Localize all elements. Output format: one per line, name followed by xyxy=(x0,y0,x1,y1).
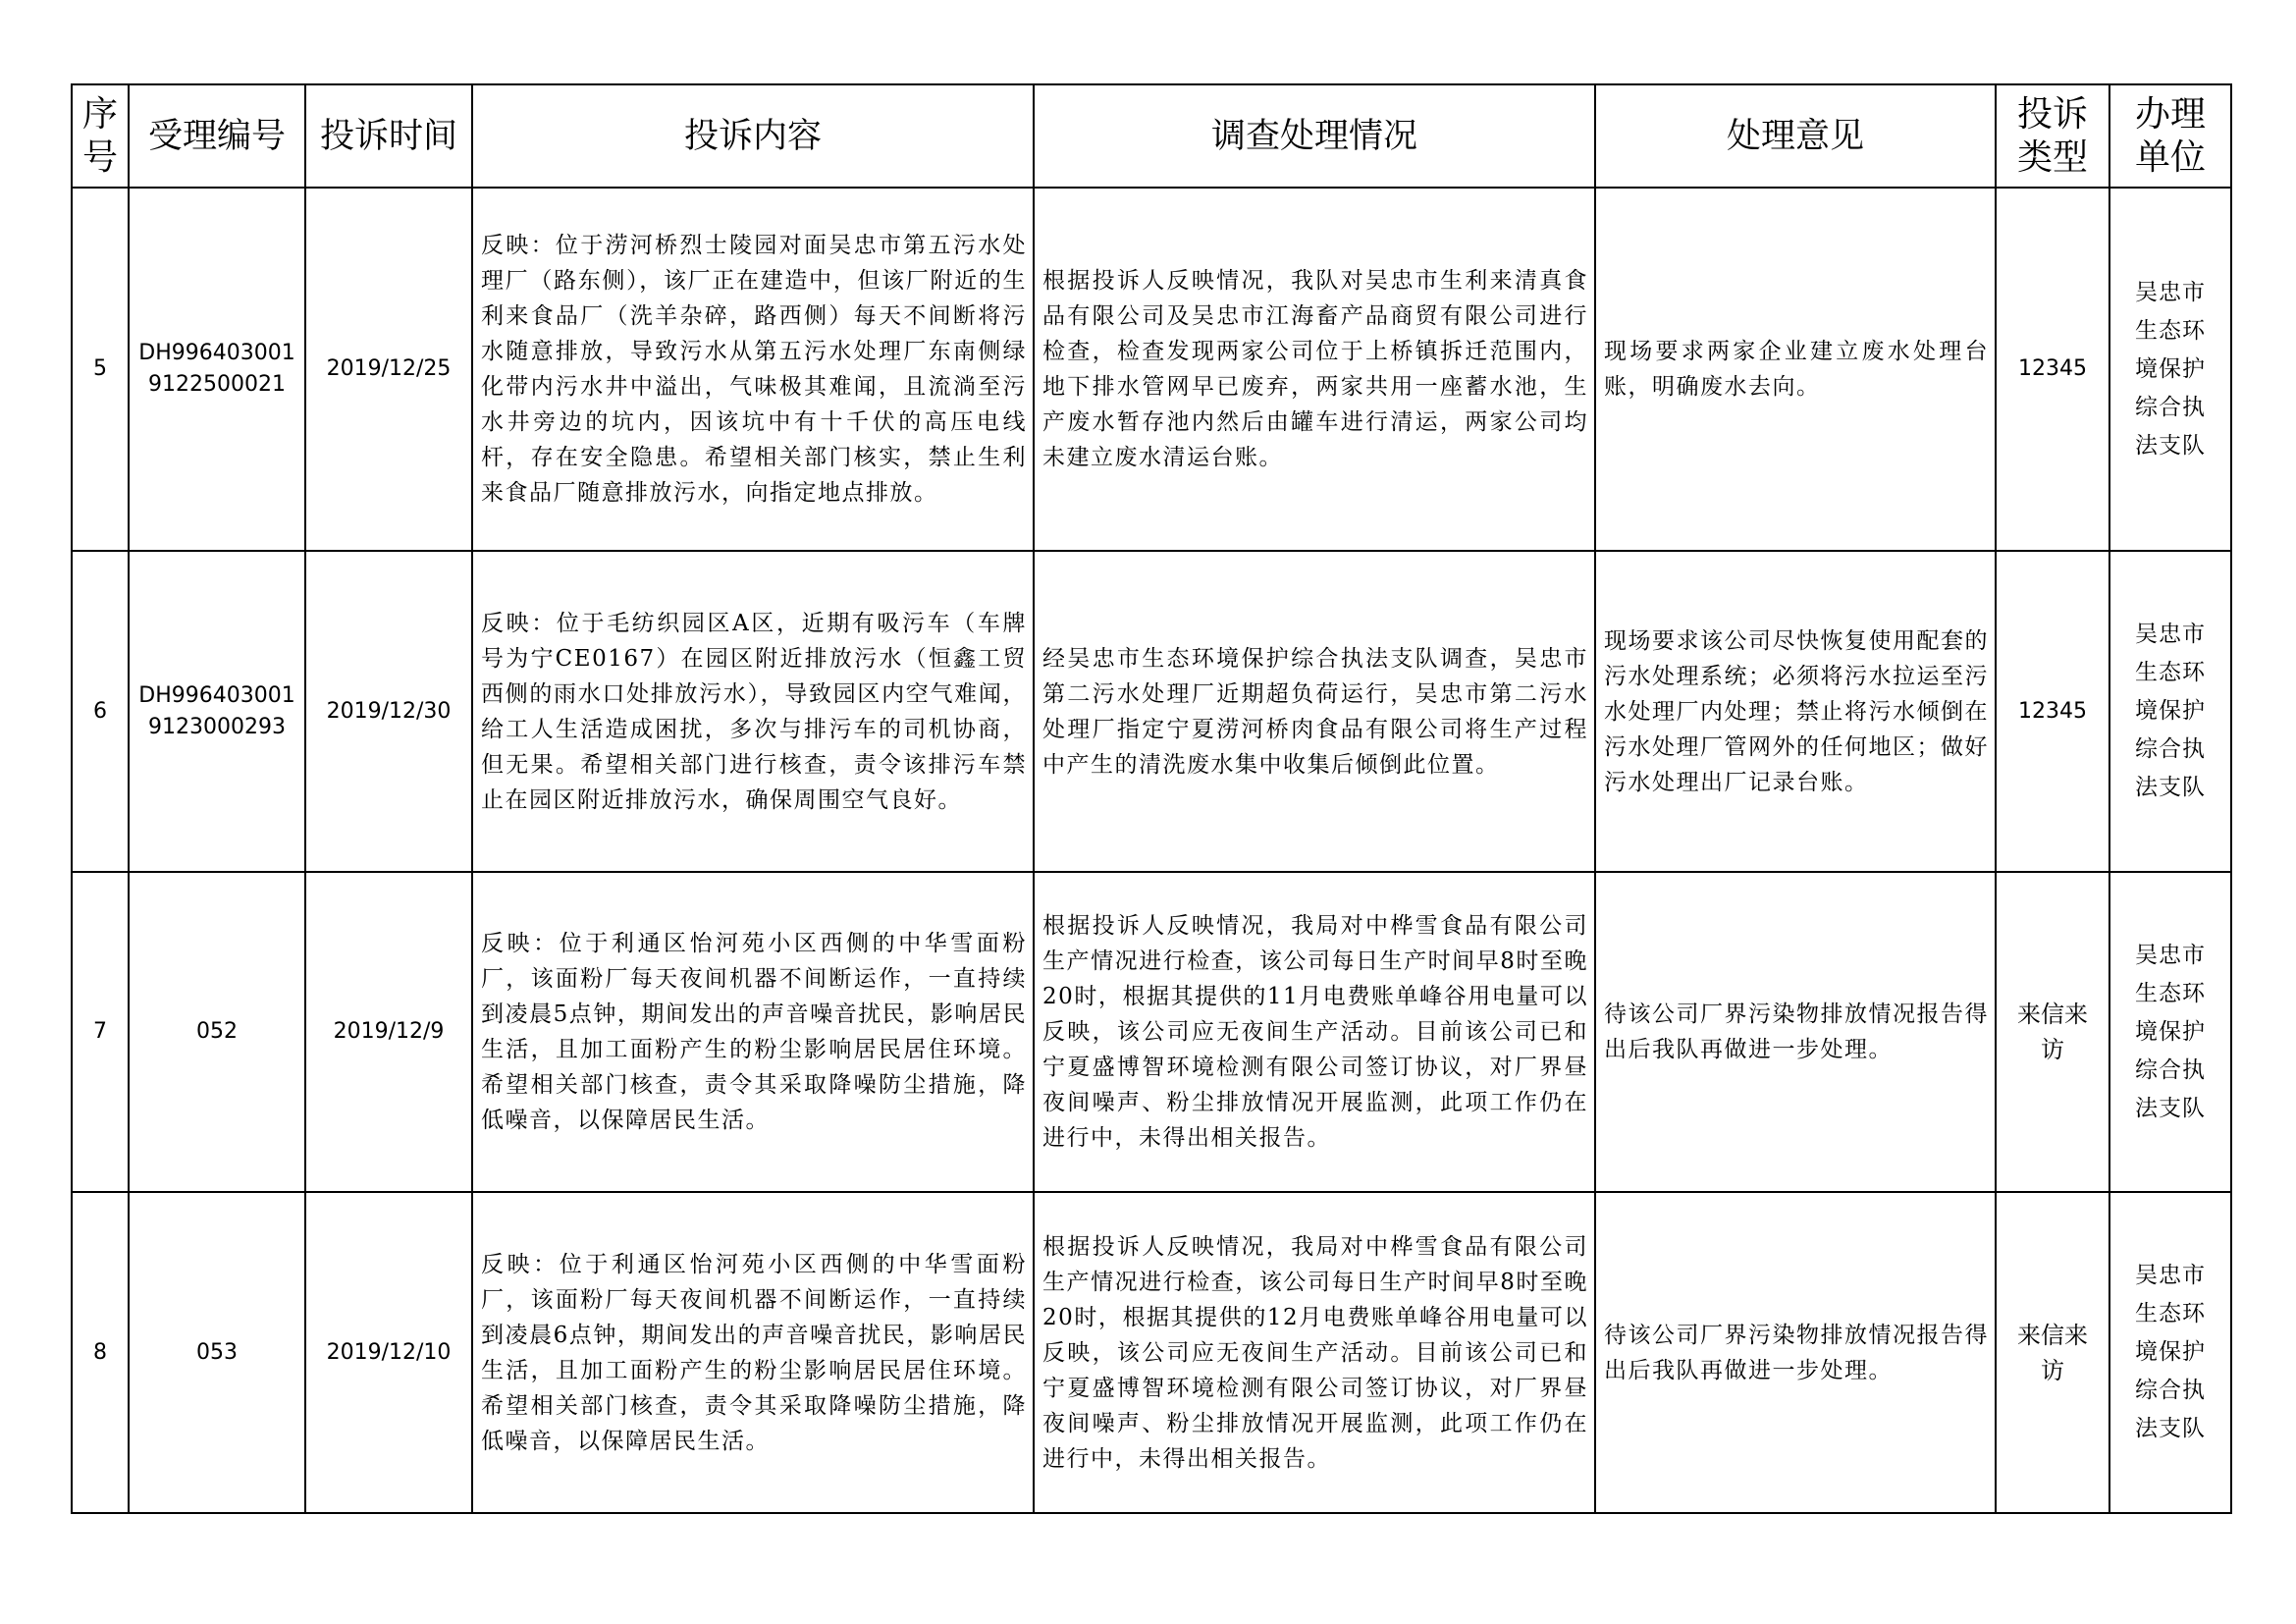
cell-unit: 吴忠市生态环境保护综合执法支队 xyxy=(2109,1192,2231,1513)
cell-seq: 7 xyxy=(72,872,129,1192)
complaint-table xyxy=(71,83,2232,1514)
header-seq: 序号 xyxy=(72,84,129,188)
cell-type: 来信来访 xyxy=(1996,1192,2109,1513)
header-opinion: 处理意见 xyxy=(1595,84,1996,188)
table-row xyxy=(72,1192,2231,1513)
cell-time: 2019/12/25 xyxy=(305,188,472,551)
cell-investigation: 根据投诉人反映情况，我局对中桦雪食品有限公司生产情况进行检查，该公司每日生产时间早8时至晚20时，根据其提供的11月电费账单峰谷用电量可以反映，该公司应无夜间生产活动。目前该公司已和宁夏盛博智环境检测有限公司签订协议，对厂界昼夜间噪声、粉尘排放情况开展监测，此项工作仍在进行中，未得出相关报告。 xyxy=(1034,872,1595,1192)
complaint-table-sheet xyxy=(71,83,2230,1514)
header-investigation: 调查处理情况 xyxy=(1034,84,1595,188)
table-header-row xyxy=(72,84,2231,188)
cell-type: 来信来访 xyxy=(1996,872,2109,1192)
cell-accept-no: DH9964030019123000293 xyxy=(129,551,305,872)
cell-time: 2019/12/30 xyxy=(305,551,472,872)
header-time: 投诉时间 xyxy=(305,84,472,188)
cell-type: 12345 xyxy=(1996,188,2109,551)
cell-seq: 8 xyxy=(72,1192,129,1513)
cell-accept-no: 052 xyxy=(129,872,305,1192)
cell-opinion: 现场要求该公司尽快恢复使用配套的污水处理系统；必须将污水拉运至污水处理厂内处理；禁止将污水倾倒在污水处理厂管网外的任何地区；做好污水处理出厂记录台账。 xyxy=(1595,551,1996,872)
header-content: 投诉内容 xyxy=(472,84,1034,188)
cell-opinion: 待该公司厂界污染物排放情况报告得出后我队再做进一步处理。 xyxy=(1595,1192,1996,1513)
table-row xyxy=(72,551,2231,872)
header-type: 投诉类型 xyxy=(1996,84,2109,188)
cell-time: 2019/12/10 xyxy=(305,1192,472,1513)
cell-investigation: 根据投诉人反映情况，我队对吴忠市生利来清真食品有限公司及吴忠市江海畜产品商贸有限公司进行检查，检查发现两家公司位于上桥镇拆迁范围内，地下排水管网早已废弃，两家共用一座蓄水池，生产废水暂存池内然后由罐车进行清运，两家公司均未建立废水清运台账。 xyxy=(1034,188,1595,551)
cell-time: 2019/12/9 xyxy=(305,872,472,1192)
table-row xyxy=(72,872,2231,1192)
cell-unit: 吴忠市生态环境保护综合执法支队 xyxy=(2109,872,2231,1192)
cell-unit: 吴忠市生态环境保护综合执法支队 xyxy=(2109,188,2231,551)
cell-type: 12345 xyxy=(1996,551,2109,872)
header-unit: 办理单位 xyxy=(2109,84,2231,188)
cell-content: 反映：位于利通区怡河苑小区西侧的中华雪面粉厂，该面粉厂每天夜间机器不间断运作，一直持续到凌晨5点钟，期间发出的声音噪音扰民，影响居民生活，且加工面粉产生的粉尘影响居民居住环境。希望相关部门核查，责令其采取降噪防尘措施，降低噪音，以保障居民生活。 xyxy=(472,872,1034,1192)
cell-seq: 6 xyxy=(72,551,129,872)
cell-accept-no: DH9964030019122500021 xyxy=(129,188,305,551)
cell-investigation: 经吴忠市生态环境保护综合执法支队调查，吴忠市第二污水处理厂近期超负荷运行，吴忠市第二污水处理厂指定宁夏涝河桥肉食品有限公司将生产过程中产生的清洗废水集中收集后倾倒此位置。 xyxy=(1034,551,1595,872)
table-row xyxy=(72,188,2231,551)
cell-investigation: 根据投诉人反映情况，我局对中桦雪食品有限公司生产情况进行检查，该公司每日生产时间早8时至晚20时，根据其提供的12月电费账单峰谷用电量可以反映，该公司应无夜间生产活动。目前该公司已和宁夏盛博智环境检测有限公司签订协议，对厂界昼夜间噪声、粉尘排放情况开展监测，此项工作仍在进行中，未得出相关报告。 xyxy=(1034,1192,1595,1513)
cell-opinion: 现场要求两家企业建立废水处理台账，明确废水去向。 xyxy=(1595,188,1996,551)
cell-accept-no: 053 xyxy=(129,1192,305,1513)
cell-unit: 吴忠市生态环境保护综合执法支队 xyxy=(2109,551,2231,872)
cell-content: 反映：位于利通区怡河苑小区西侧的中华雪面粉厂，该面粉厂每天夜间机器不间断运作，一直持续到凌晨6点钟，期间发出的声音噪音扰民，影响居民生活，且加工面粉产生的粉尘影响居民居住环境。希望相关部门核查，责令其采取降噪防尘措施，降低噪音，以保障居民生活。 xyxy=(472,1192,1034,1513)
cell-opinion: 待该公司厂界污染物排放情况报告得出后我队再做进一步处理。 xyxy=(1595,872,1996,1192)
cell-content: 反映：位于涝河桥烈士陵园对面吴忠市第五污水处理厂（路东侧），该厂正在建造中，但该厂附近的生利来食品厂（洗羊杂碎，路西侧）每天不间断将污水随意排放，导致污水从第五污水处理厂东南侧绿化带内污水井中溢出，气味极其难闻，且流淌至污水井旁边的坑内，因该坑中有十千伏的高压电线杆，存在安全隐患。希望相关部门核实，禁止生利来食品厂随意排放污水，向指定地点排放。 xyxy=(472,188,1034,551)
cell-seq: 5 xyxy=(72,188,129,551)
header-accept-no: 受理编号 xyxy=(129,84,305,188)
cell-content: 反映：位于毛纺织园区A区，近期有吸污车（车牌号为宁CE0167）在园区附近排放污水（恒鑫工贸西侧的雨水口处排放污水），导致园区内空气难闻，给工人生活造成困扰，多次与排污车的司机协商，但无果。希望相关部门进行核查，责令该排污车禁止在园区附近排放污水，确保周围空气良好。 xyxy=(472,551,1034,872)
